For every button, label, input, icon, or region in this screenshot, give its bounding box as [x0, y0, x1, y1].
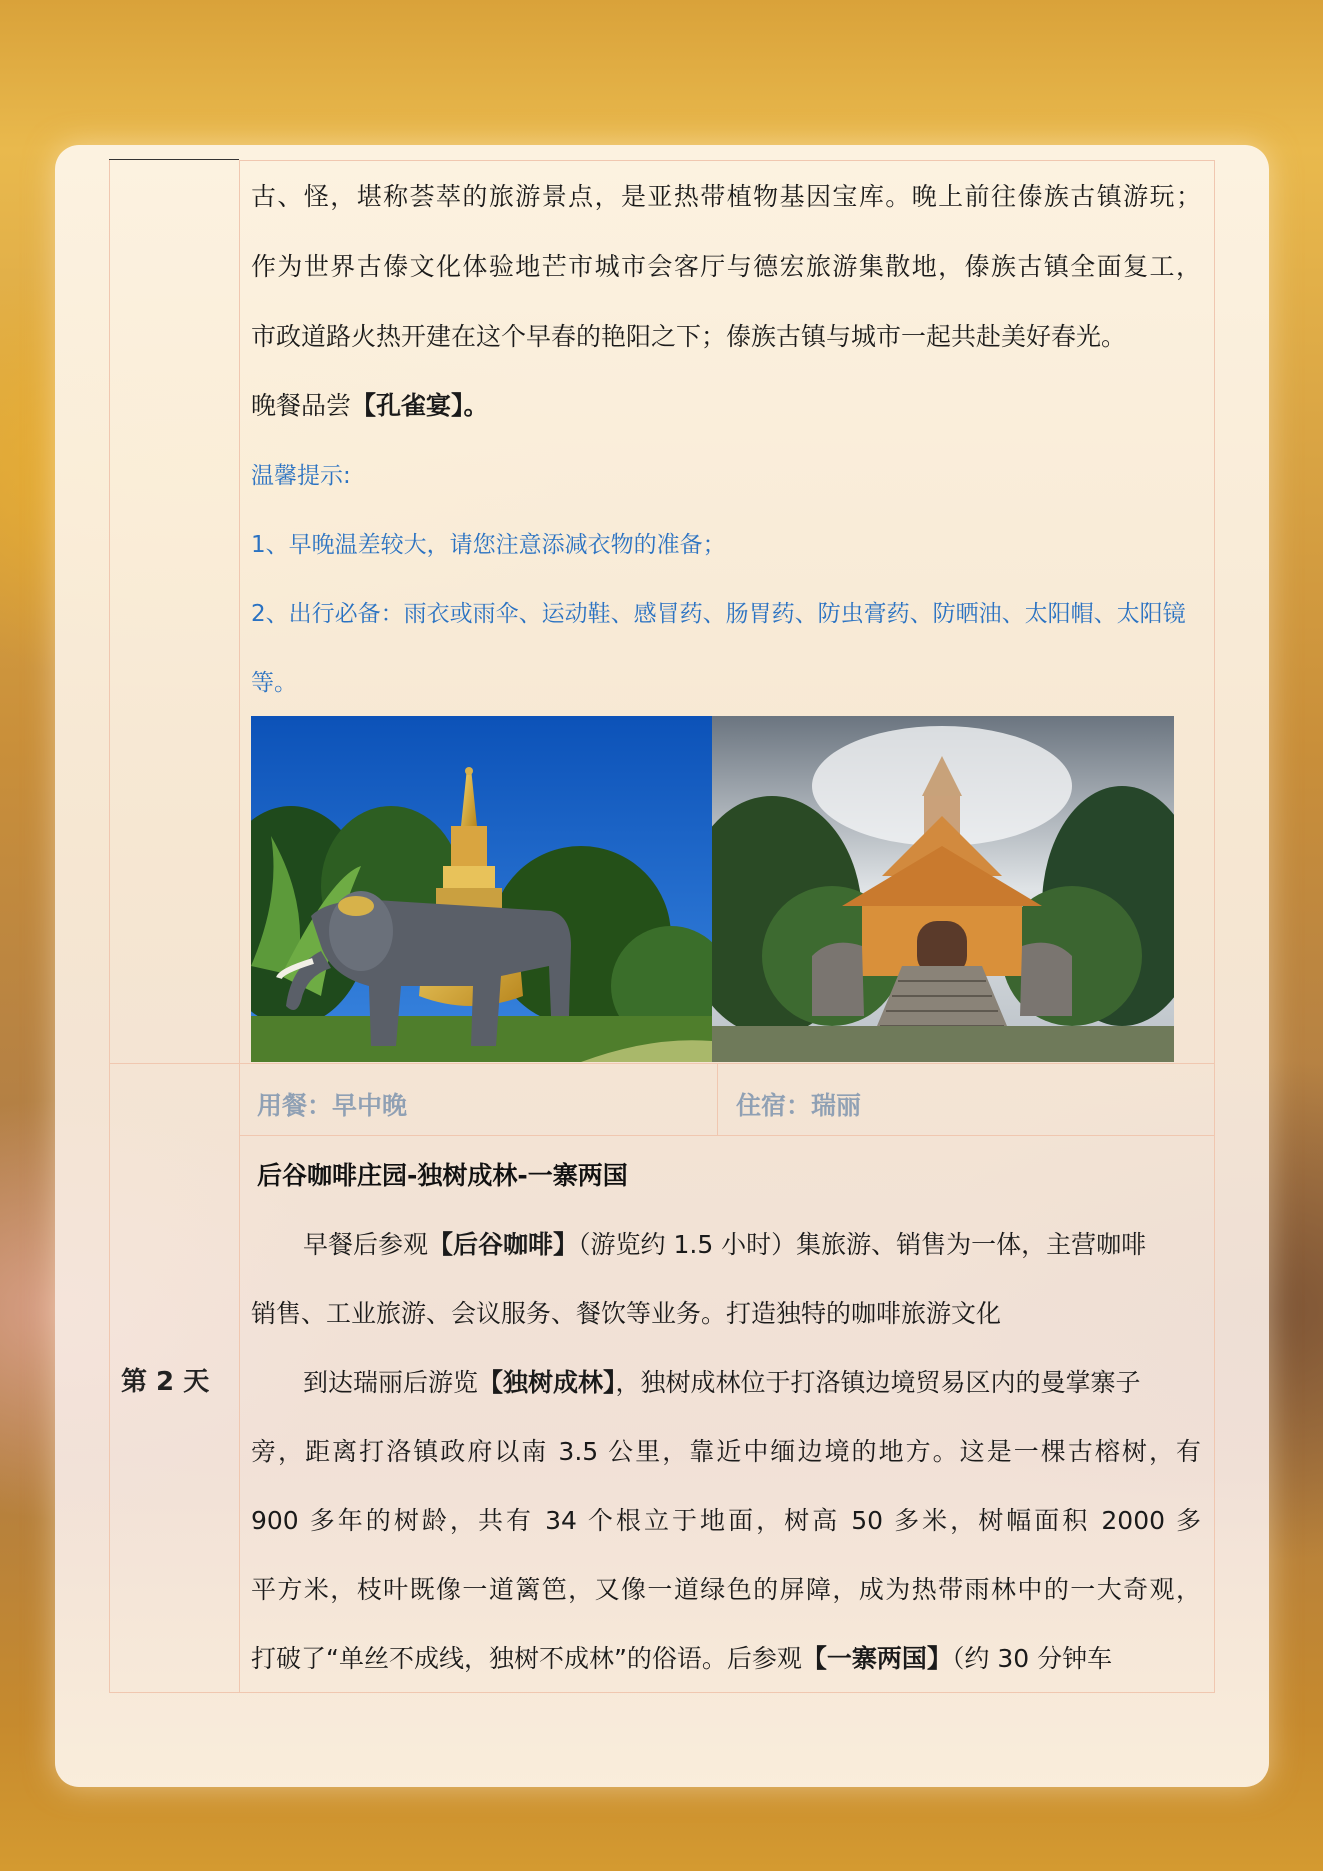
meals-info: 用餐：早中晚 — [257, 1091, 408, 1120]
coffee-highlight: 【后谷咖啡】 — [428, 1230, 579, 1259]
day2-p1-line-1 — [303, 1229, 1146, 1261]
day2-p1-line-2: 销售、工业旅游、会议服务、餐饮等业务。打造独特的咖啡旅游文化 — [251, 1299, 1002, 1328]
elephant-statue-photo — [251, 716, 712, 1062]
tips-title: 温馨提示: — [251, 463, 351, 489]
p2-text-c: ，独树成林位于打洛镇边境贸易区内的曼掌寨子 — [615, 1368, 1141, 1397]
day1-line-1: 古、怪，堪称荟萃的旅游景点，是亚热带植物基因宝库。晚上前往傣族古镇游玩； — [251, 182, 1201, 211]
tip-2: 2、出行必备：雨衣或雨伞、运动鞋、感冒药、肠胃药、防虫膏药、防晒油、太阳帽、太阳镜 — [251, 601, 1186, 627]
temple-image — [712, 716, 1174, 1062]
p1-text-a: 早餐后参观 — [303, 1230, 429, 1259]
day2-p2-line-3: 900 多年的树龄，共有 34 个根立于地面，树高 50 多米，树幅面积 2000 多 — [251, 1506, 1201, 1535]
dinner-suffix: 。 — [463, 391, 489, 420]
p2-line5-c: （约 30 分钟车 — [951, 1644, 1113, 1673]
day2-p2-line-1 — [303, 1367, 1141, 1399]
tip-1: 1、早晚温差较大，请您注意添减衣物的准备； — [251, 532, 726, 558]
dinner-line — [251, 390, 489, 422]
day2-p2-line-2: 旁，距离打洛镇政府以南 3.5 公里，靠近中缅边境的地方。这是一棵古榕树，有 — [251, 1437, 1201, 1466]
day1-line-2: 作为世界古傣文化体验地芒市城市会客厅与德宏旅游集散地，傣族古镇全面复工， — [251, 252, 1201, 281]
tip-2-end: 等。 — [251, 670, 297, 696]
lodging-info: 住宿：瑞丽 — [736, 1091, 862, 1120]
dinner-highlight: 【孔雀宴】 — [351, 391, 464, 420]
p1-text-c: （游览约 1.5 小时）集旅游、销售为一体，主营咖啡 — [578, 1230, 1147, 1259]
banyan-highlight: 【独树成林】 — [478, 1368, 616, 1397]
route-title: 后谷咖啡庄园-独树成林-一寨两国 — [257, 1161, 628, 1190]
p2-line5-a: 打破了“单丝不成线，独树不成林”的俗语。后参观 — [251, 1644, 802, 1673]
day2-p2-line-4: 平方米，枝叶既像一道篱笆，又像一道绿色的屏障，成为热带雨林中的一大奇观， — [251, 1575, 1201, 1604]
day1-line-3: 市政道路火热开建在这个早春的艳阳之下；傣族古镇与城市一起共赴美好春光。 — [251, 322, 1127, 351]
day2-p2-line-5 — [251, 1643, 1112, 1675]
border-village-highlight: 【一寨两国】 — [801, 1644, 952, 1673]
day-label: 第 2 天 — [121, 1367, 210, 1397]
temple-photo — [712, 716, 1174, 1062]
p2-text-a: 到达瑞丽后游览 — [303, 1368, 479, 1397]
elephant-statue-image — [251, 716, 712, 1062]
dinner-prefix: 晚餐品尝 — [251, 391, 352, 420]
